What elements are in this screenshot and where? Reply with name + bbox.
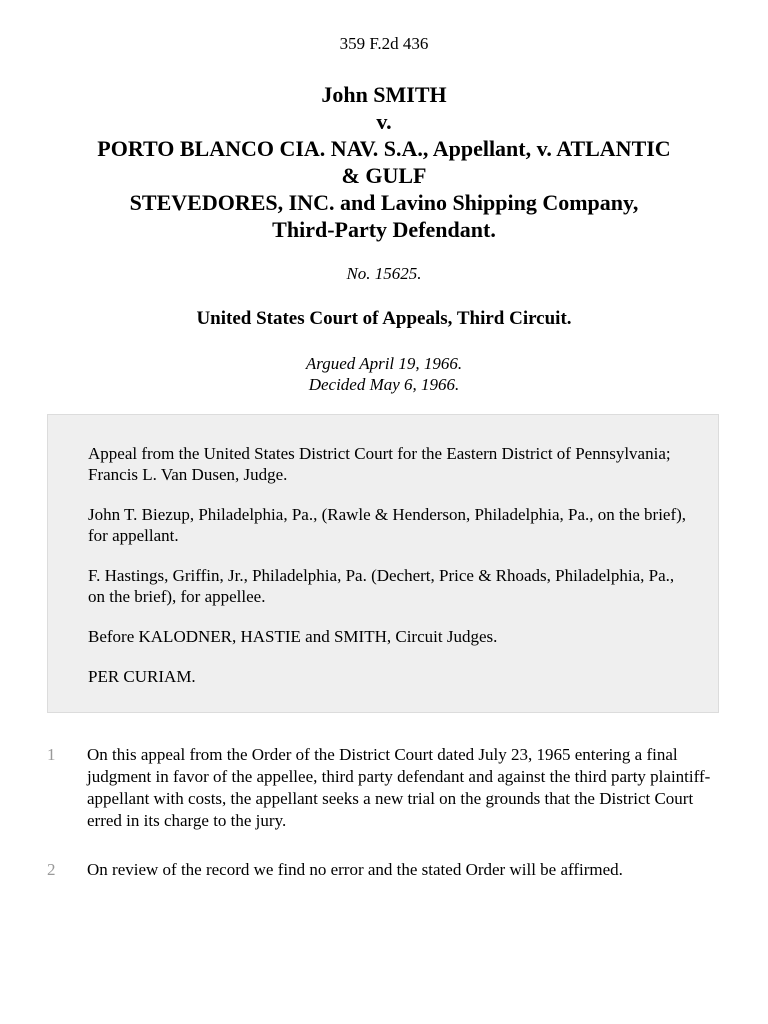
panel-judges: Before KALODNER, HASTIE and SMITH, Circuit Judges. [88, 627, 498, 646]
case-dates [0, 353, 768, 395]
case-title-line: & GULF [341, 163, 427, 188]
case-summary-box [47, 414, 719, 713]
case-title-line: STEVEDORES, INC. and Lavino Shipping Company, [129, 190, 639, 215]
case-title-line: Third-Party Defendant. [272, 217, 496, 242]
argued-date: Argued April 19, 1966. [305, 354, 463, 373]
docket-number: No. 15625. [346, 264, 422, 283]
paragraph-text: On this appeal from the Order of the District Court dated July 23, 1965 entering a final judgment in favor of the appellee, third party defendant and against the third party plaintiff-appellant with costs, the appellant seeks a new trial on the grounds that the District Court erred in its charge to the jury. [87, 745, 711, 830]
case-title-line: v. [376, 109, 392, 134]
counsel-appellee: F. Hastings, Griffin, Jr., Philadelphia, Pa. (Dechert, Price & Rhoads, Philadelphia, Pa., on the brief), for appellee. [88, 566, 675, 606]
counsel-appellant: John T. Biezup, Philadelphia, Pa., (Rawle & Henderson, Philadelphia, Pa., on the brief), for appellant. [88, 505, 687, 545]
case-title-line: John SMITH [321, 82, 447, 107]
case-summary-content [88, 443, 688, 706]
appeal-origin: Appeal from the United States District Court for the Eastern District of Pennsylvania; Francis L. Van Dusen, Judge. [88, 444, 671, 484]
paragraph-text: On review of the record we find no error and the stated Order will be affirmed. [87, 860, 623, 879]
paragraph-number: 2 [47, 860, 56, 879]
decided-date: Decided May 6, 1966. [308, 375, 460, 394]
paragraph-number: 1 [47, 745, 56, 764]
case-citation: 359 F.2d 436 [339, 34, 429, 53]
per-curiam-label: PER CURIAM. [88, 667, 196, 686]
case-title-line: PORTO BLANCO CIA. NAV. S.A., Appellant, v. ATLANTIC [97, 136, 671, 161]
court-name: United States Court of Appeals, Third Circuit. [196, 308, 572, 329]
case-title [40, 81, 728, 243]
